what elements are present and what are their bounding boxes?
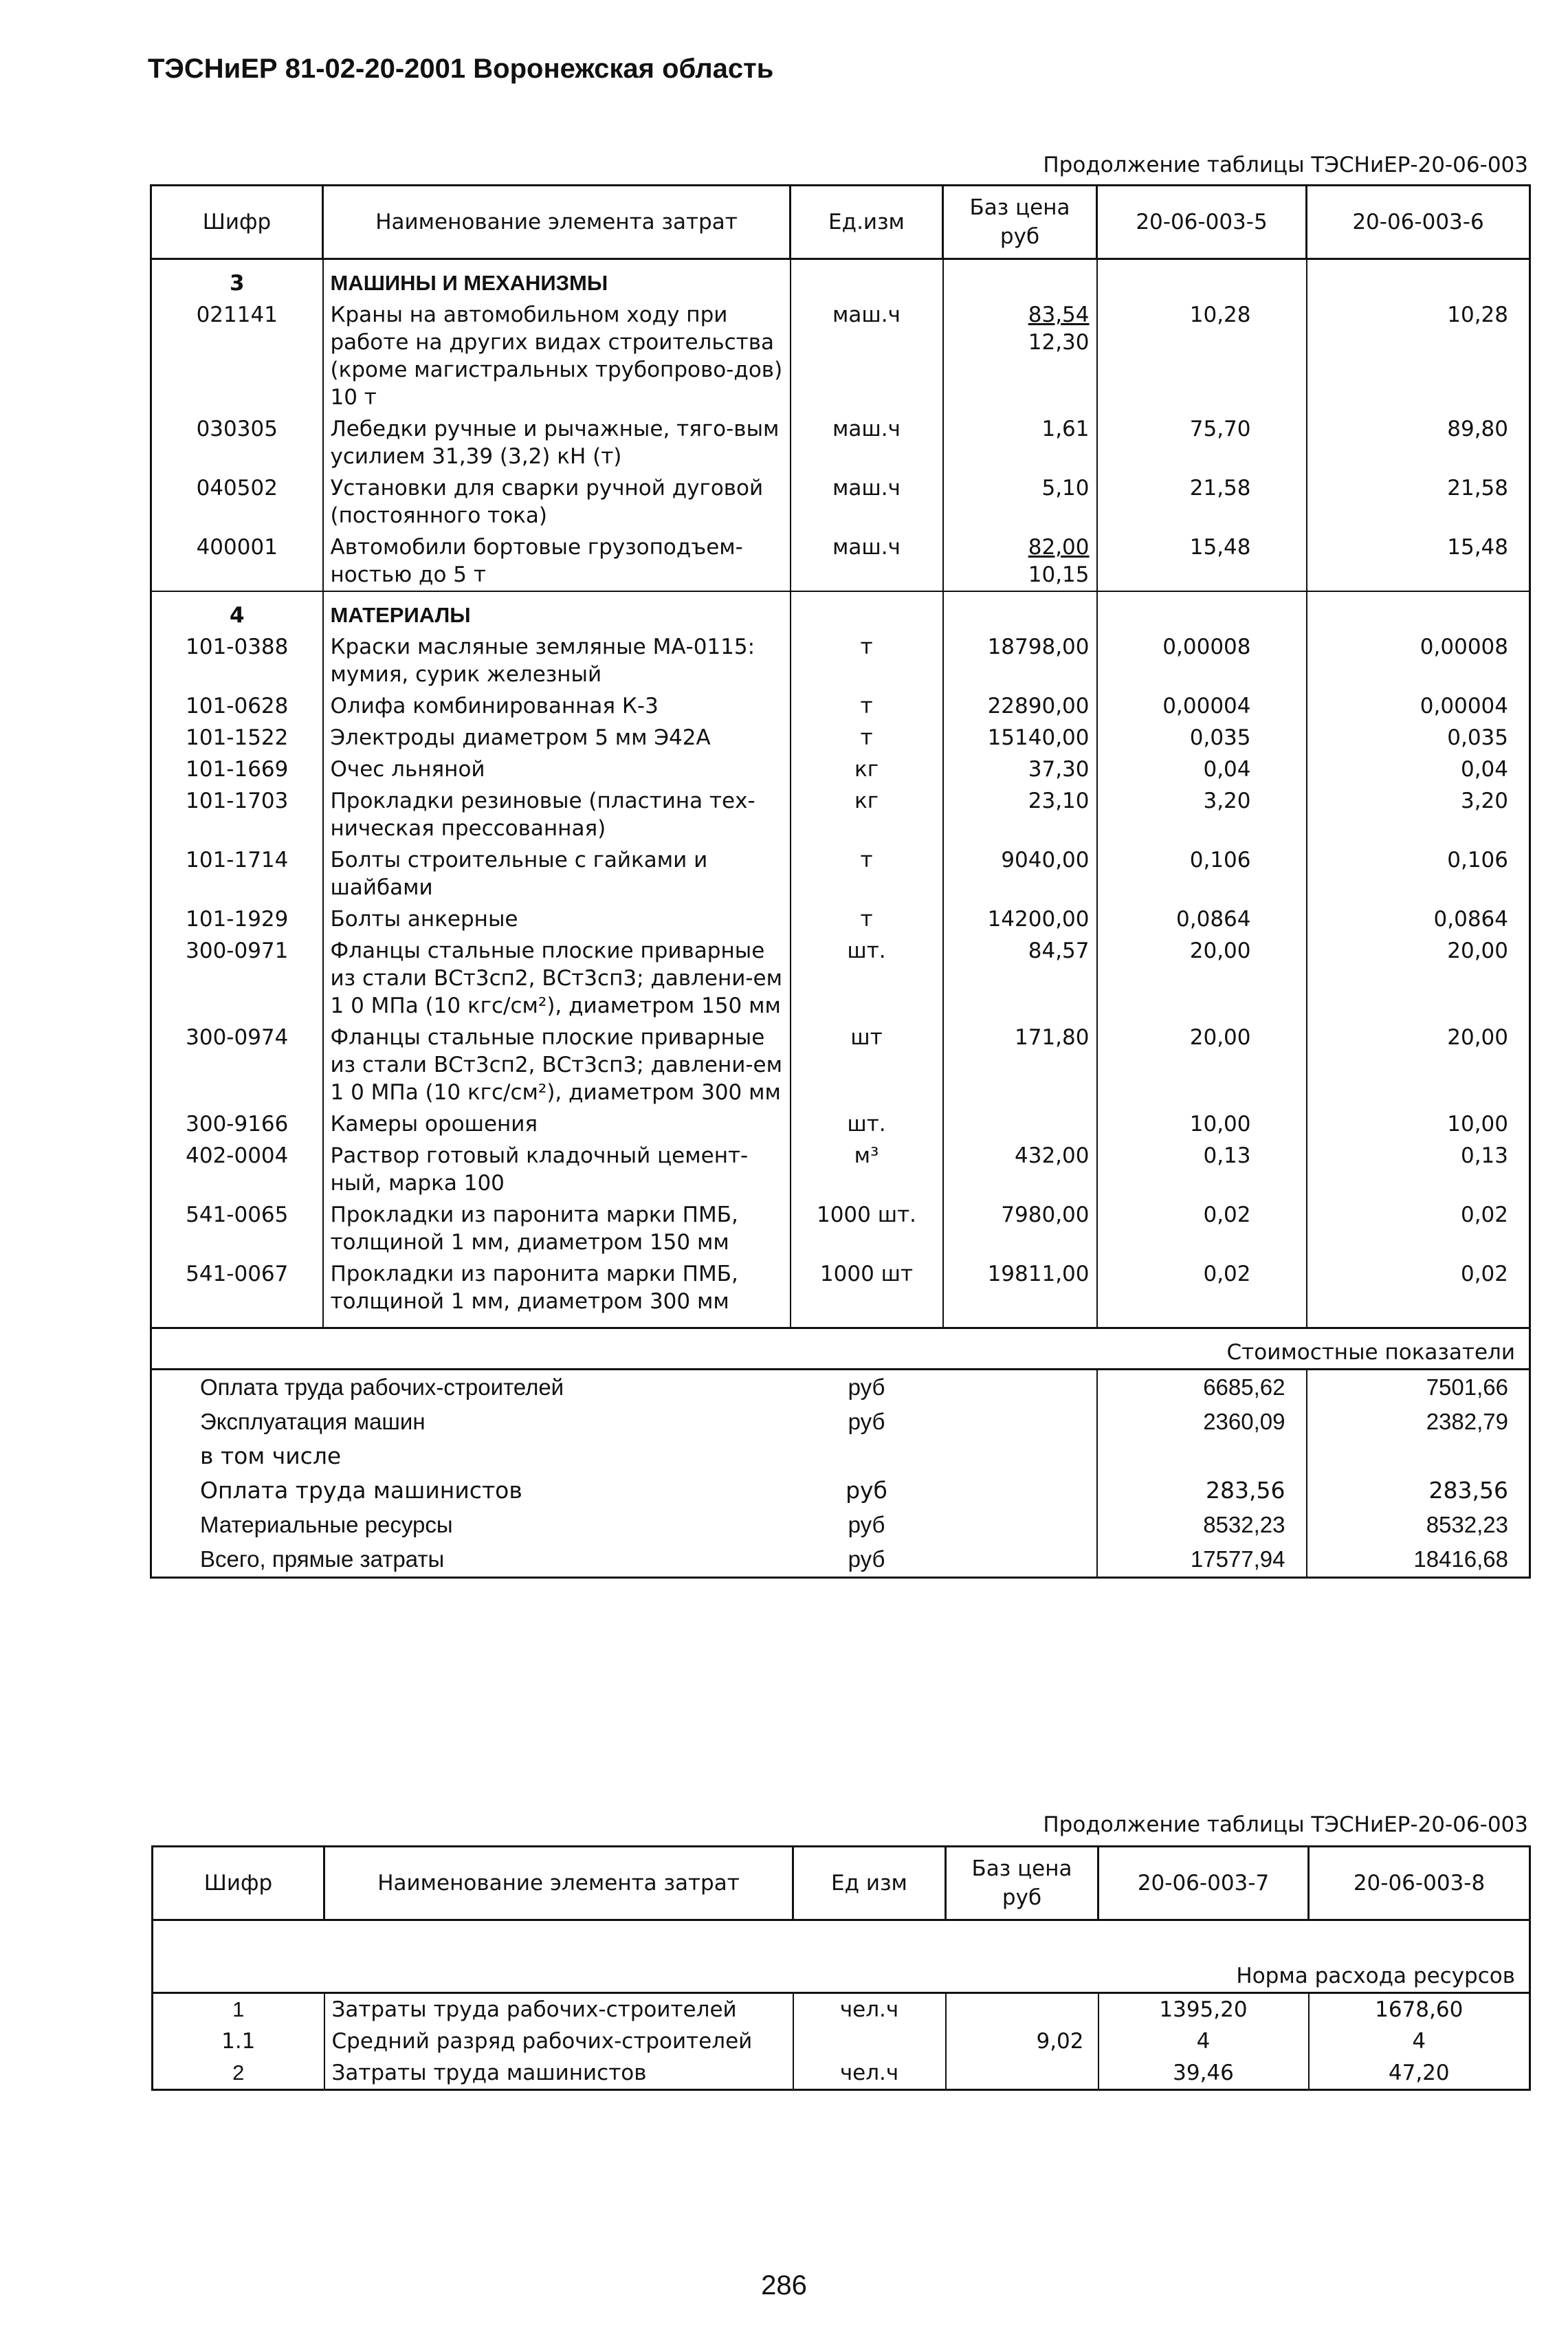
resource-price xyxy=(943,413,1097,472)
resource-price xyxy=(946,2057,1098,2090)
table1-continuation-label: Продолжение таблицы ТЭСНиЕР-20-06-003 xyxy=(1043,153,1528,177)
norm-value-6: 3,20 xyxy=(1307,785,1530,844)
resource-name: Прокладки из паронита марки ПМБ, толщиной 1 мм, диаметром 300 мм xyxy=(323,1258,791,1317)
col-header-unit: Ед.изм xyxy=(791,186,943,259)
table-row xyxy=(151,631,1530,690)
resource-price xyxy=(943,1108,1097,1140)
resource-unit: 1000 шт xyxy=(791,1258,943,1317)
col-header-unit: Ед изм xyxy=(793,1847,946,1920)
base-price: 82,00 xyxy=(1028,535,1090,560)
empty-cell xyxy=(943,1508,1097,1542)
norm-value-6: 0,00004 xyxy=(1307,690,1530,722)
table-row xyxy=(153,2057,1530,2090)
empty-cell xyxy=(943,1439,1097,1473)
norm-value-5: 0,0864 xyxy=(1097,903,1307,935)
col-header-price: Баз цена руб xyxy=(946,1847,1098,1920)
resources-table-1 xyxy=(150,184,1531,1579)
resource-name: Прокладки резиновые (пластина тех-ническая прессованная) xyxy=(323,785,791,844)
norm-value-5: 15,48 xyxy=(1097,531,1307,591)
section-title: МАШИНЫ И МЕХАНИЗМЫ xyxy=(323,259,791,300)
section-number: 4 xyxy=(151,591,323,631)
base-price: 14200,00 xyxy=(987,907,1090,932)
base-price: 1,61 xyxy=(1041,417,1090,441)
resource-code: 101-1703 xyxy=(186,789,289,813)
resource-code: 101-1522 xyxy=(186,725,289,750)
resource-name: Фланцы стальные плоские приварные из стали ВСт3сп2, ВСт3сп3; давлени-ем 1 0 МПа (10 кгс/см²), диаметром 150 мм xyxy=(323,935,791,1022)
empty-cell xyxy=(1097,1317,1307,1328)
resource-code: 021141 xyxy=(196,303,278,327)
table-row xyxy=(151,785,1530,844)
resource-name: Фланцы стальные плоские приварные из стали ВСт3сп2, ВСт3сп3; давлени-ем 1 0 МПа (10 кгс/см²), диаметром 300 мм xyxy=(323,1022,791,1108)
indicator-row xyxy=(151,1405,1530,1439)
empty-cell xyxy=(791,591,943,631)
norm-value-6: 0,02 xyxy=(1307,1258,1530,1317)
table-row xyxy=(151,844,1530,903)
norm-value-5: 10,00 xyxy=(1097,1108,1307,1140)
resource-code: 541-0065 xyxy=(186,1203,289,1227)
table-row xyxy=(151,1199,1530,1258)
indicator-value-6: 8532,23 xyxy=(1307,1508,1530,1542)
indicator-row xyxy=(151,1439,1530,1473)
norm-value-8: 47,20 xyxy=(1309,2057,1530,2090)
resource-unit: шт xyxy=(791,1022,943,1108)
table-row xyxy=(151,1258,1530,1317)
base-price: 83,54 xyxy=(1028,303,1090,327)
resource-name: Болты строительные с гайками и шайбами xyxy=(323,844,791,903)
resource-name: Затраты труда рабочих-строителей xyxy=(324,1993,793,2026)
resource-code: 541-0067 xyxy=(186,1262,289,1286)
resource-price: 9,02 xyxy=(946,2025,1098,2057)
norm-value-6: 0,0864 xyxy=(1307,903,1530,935)
resource-price xyxy=(946,1993,1098,2026)
indicator-row xyxy=(151,1542,1530,1578)
base-price-secondary: 12,30 xyxy=(1028,330,1090,355)
indicator-value-5: 6685,62 xyxy=(1097,1370,1307,1405)
resource-unit: т xyxy=(791,722,943,754)
resource-unit xyxy=(793,2025,946,2057)
resource-name: Очес льняной xyxy=(323,754,791,785)
norm-value-5: 21,58 xyxy=(1097,472,1307,531)
resource-unit: т xyxy=(791,903,943,935)
norm-value-8: 4 xyxy=(1309,2025,1530,2057)
resource-code: 101-0388 xyxy=(186,635,289,659)
resource-name: Раствор готовый кладочный цемент-ный, марка 100 xyxy=(323,1140,791,1199)
norm-value-6: 0,035 xyxy=(1307,722,1530,754)
norm-value-5: 0,00004 xyxy=(1097,690,1307,722)
table-row xyxy=(151,935,1530,1022)
table-row xyxy=(151,1022,1530,1108)
indicator-label: Эксплуатация машин xyxy=(200,1409,426,1434)
table-row xyxy=(151,903,1530,935)
indicator-label: Оплата труда машинистов xyxy=(200,1477,522,1504)
resource-unit: т xyxy=(791,631,943,690)
resource-price xyxy=(943,631,1097,690)
base-price: 22890,00 xyxy=(987,694,1090,718)
resource-name: Краны на автомобильном ходу при работе на других видах строительства (кроме магистральных трубопрово-дов) 10 т xyxy=(323,299,791,413)
resource-code: 2 xyxy=(153,2057,324,2090)
base-price: 19811,00 xyxy=(987,1262,1090,1286)
resource-code: 101-1669 xyxy=(186,757,289,782)
norm-value-7: 1395,20 xyxy=(1098,1993,1309,2026)
col-header-code: Шифр xyxy=(153,1847,324,1920)
norm-value-6: 0,02 xyxy=(1307,1199,1530,1258)
indicator-unit: руб xyxy=(848,1409,885,1434)
col-header-norm-5: 20-06-003-5 xyxy=(1097,186,1307,259)
resource-name: Средний разряд рабочих-строителей xyxy=(324,2025,793,2057)
resource-unit: маш.ч xyxy=(791,531,943,591)
page-number: 286 xyxy=(761,2270,807,2300)
empty-cell xyxy=(1307,259,1530,300)
indicator-value-5: 2360,09 xyxy=(1097,1405,1307,1439)
resource-name: Камеры орошения xyxy=(323,1108,791,1140)
resource-code: 101-1714 xyxy=(186,848,289,872)
table-row xyxy=(151,1108,1530,1140)
base-price: 5,10 xyxy=(1041,476,1090,501)
norm-value-5: 0,13 xyxy=(1097,1140,1307,1199)
resource-code: 300-9166 xyxy=(186,1112,289,1136)
resource-price xyxy=(943,785,1097,844)
norms-caption-row xyxy=(153,1920,1530,1993)
indicator-unit: руб xyxy=(846,1477,887,1504)
resource-unit: маш.ч xyxy=(791,413,943,472)
resource-unit: маш.ч xyxy=(791,472,943,531)
indicator-unit: руб xyxy=(791,1370,943,1405)
resource-unit: т xyxy=(791,844,943,903)
resource-code: 1 xyxy=(153,1993,324,2026)
norm-value-5: 0,035 xyxy=(1097,722,1307,754)
indicator-value-6: 283,56 xyxy=(1307,1473,1530,1508)
base-price: 15140,00 xyxy=(987,725,1090,750)
section-number: 3 xyxy=(229,271,245,296)
col-header-name: Наименование элемента затрат xyxy=(324,1847,793,1920)
section-row xyxy=(151,591,1530,631)
indicator-label: Оплата труда рабочих-строителей xyxy=(151,1370,791,1405)
table-row xyxy=(151,1140,1530,1199)
norm-value-7: 39,46 xyxy=(1098,2057,1309,2090)
indicator-value-6: 18416,68 xyxy=(1307,1542,1530,1578)
empty-cell xyxy=(1307,591,1530,631)
resource-unit: 1000 шт. xyxy=(791,1199,943,1258)
norm-value-5: 10,28 xyxy=(1097,299,1307,413)
resource-name: Автомобили бортовые грузоподъем-ностью до 5 т xyxy=(323,531,791,591)
norm-value-8: 1678,60 xyxy=(1309,1993,1530,2026)
table-row xyxy=(153,1993,1530,2026)
col-header-norm-8: 20-06-003-8 xyxy=(1309,1847,1530,1920)
resource-unit: шт. xyxy=(791,1108,943,1140)
base-price: 23,10 xyxy=(1028,789,1090,813)
norm-value-6: 0,04 xyxy=(1307,754,1530,785)
col-header-norm-6: 20-06-003-6 xyxy=(1307,186,1530,259)
empty-cell xyxy=(943,1405,1097,1439)
table-row xyxy=(151,472,1530,531)
norm-value-6: 0,00008 xyxy=(1307,631,1530,690)
norm-value-7: 4 xyxy=(1098,2025,1309,2057)
table1-header-row xyxy=(151,186,1530,259)
norm-value-5: 20,00 xyxy=(1097,935,1307,1022)
table2-header-row xyxy=(153,1847,1530,1920)
resource-price xyxy=(943,531,1097,591)
resource-price xyxy=(943,935,1097,1022)
base-price: 9040,00 xyxy=(1001,848,1090,872)
resource-price xyxy=(943,903,1097,935)
norm-value-6: 0,13 xyxy=(1307,1140,1530,1199)
document-title: ТЭСНиЕР 81-02-20-2001 Воронежская область xyxy=(148,54,774,84)
resource-name: Олифа комбинированная К-3 xyxy=(323,690,791,722)
empty-cell xyxy=(943,259,1097,300)
base-price: 7980,00 xyxy=(1001,1203,1090,1227)
indicator-row xyxy=(151,1370,1530,1405)
resource-code: 101-1929 xyxy=(186,907,289,932)
section-title: МАТЕРИАЛЫ xyxy=(323,591,791,631)
norm-value-5: 75,70 xyxy=(1097,413,1307,472)
base-price: 18798,00 xyxy=(987,635,1090,659)
table-row xyxy=(151,690,1530,722)
resource-code: 030305 xyxy=(196,417,278,441)
norm-value-6: 89,80 xyxy=(1307,413,1530,472)
resource-unit: м³ xyxy=(791,1140,943,1199)
table-row xyxy=(151,531,1530,591)
resource-unit: чел.ч xyxy=(793,1993,946,2026)
resource-price xyxy=(943,1199,1097,1258)
norm-value-6: 10,00 xyxy=(1307,1108,1530,1140)
indicator-value-5: 283,56 xyxy=(1097,1473,1307,1508)
resource-price xyxy=(943,844,1097,903)
table2-continuation-label: Продолжение таблицы ТЭСНиЕР-20-06-003 xyxy=(1043,1812,1528,1837)
col-header-code: Шифр xyxy=(151,186,323,259)
resource-price xyxy=(943,299,1097,413)
indicator-row xyxy=(151,1508,1530,1542)
resource-name: Затраты труда машинистов xyxy=(324,2057,793,2090)
resource-code: 400001 xyxy=(196,535,278,560)
resource-code: 1.1 xyxy=(153,2025,324,2057)
empty-cell xyxy=(791,1317,943,1328)
indicators-caption-row xyxy=(151,1328,1530,1370)
resource-price xyxy=(943,1258,1097,1317)
resource-price xyxy=(943,472,1097,531)
indicator-value-6: 2382,79 xyxy=(1307,1405,1530,1439)
indicator-value-6: 7501,66 xyxy=(1307,1370,1530,1405)
empty-cell xyxy=(323,1317,791,1328)
resource-price xyxy=(943,1140,1097,1199)
resource-code: 101-0628 xyxy=(186,694,289,718)
resource-name: Болты анкерные xyxy=(323,903,791,935)
indicator-label: Всего, прямые затраты xyxy=(151,1542,791,1578)
empty-cell xyxy=(791,259,943,300)
norm-value-5: 0,02 xyxy=(1097,1199,1307,1258)
resource-unit: т xyxy=(791,690,943,722)
base-price-secondary: 10,15 xyxy=(1028,562,1090,587)
resource-price xyxy=(943,1022,1097,1108)
resource-unit: чел.ч xyxy=(793,2057,946,2090)
empty-cell xyxy=(151,1317,323,1328)
table-row xyxy=(151,722,1530,754)
resource-price xyxy=(943,690,1097,722)
table-row xyxy=(151,299,1530,413)
indicators-caption: Стоимостные показатели xyxy=(151,1328,1530,1370)
indicator-label: Материальные ресурсы xyxy=(200,1512,453,1537)
norm-value-5: 0,02 xyxy=(1097,1258,1307,1317)
table-row xyxy=(151,413,1530,472)
norm-value-6: 0,106 xyxy=(1307,844,1530,903)
resource-code: 040502 xyxy=(196,476,278,501)
base-price: 84,57 xyxy=(1028,938,1090,963)
indicator-value-5 xyxy=(1097,1439,1307,1473)
indicator-label: в том числе xyxy=(200,1442,342,1469)
norm-value-5: 0,106 xyxy=(1097,844,1307,903)
norm-value-5: 3,20 xyxy=(1097,785,1307,844)
empty-cell xyxy=(943,1317,1097,1328)
empty-cell xyxy=(1097,591,1307,631)
resource-code: 300-0974 xyxy=(186,1025,289,1050)
section-row xyxy=(151,259,1530,300)
spacer-row xyxy=(151,1317,1530,1328)
empty-cell xyxy=(943,1542,1097,1578)
empty-cell xyxy=(1097,259,1307,300)
resource-code: 300-0971 xyxy=(186,938,289,963)
norm-value-6: 20,00 xyxy=(1307,935,1530,1022)
resource-unit: кг xyxy=(791,754,943,785)
norms-caption: Норма расхода ресурсов xyxy=(153,1920,1530,1993)
resource-name: Электроды диаметром 5 мм Э42А xyxy=(323,722,791,754)
indicator-value-6 xyxy=(1307,1439,1530,1473)
indicator-unit: руб xyxy=(791,1542,943,1578)
norm-value-6: 20,00 xyxy=(1307,1022,1530,1108)
norm-value-5: 0,04 xyxy=(1097,754,1307,785)
norm-value-5: 0,00008 xyxy=(1097,631,1307,690)
table-row xyxy=(153,2025,1530,2057)
norm-value-6: 15,48 xyxy=(1307,531,1530,591)
empty-cell xyxy=(943,1370,1097,1405)
indicator-value-5: 17577,94 xyxy=(1097,1542,1307,1578)
indicator-value-5: 8532,23 xyxy=(1097,1508,1307,1542)
resource-name: Прокладки из паронита марки ПМБ, толщиной 1 мм, диаметром 150 мм xyxy=(323,1199,791,1258)
resource-price xyxy=(943,722,1097,754)
norm-value-6: 21,58 xyxy=(1307,472,1530,531)
resource-unit: шт. xyxy=(791,935,943,1022)
empty-cell xyxy=(1307,1317,1530,1328)
norm-value-6: 10,28 xyxy=(1307,299,1530,413)
resource-name: Краски масляные земляные МА-0115: мумия, сурик железный xyxy=(323,631,791,690)
norm-value-5: 20,00 xyxy=(1097,1022,1307,1108)
indicator-unit: руб xyxy=(848,1512,885,1537)
indicator-unit xyxy=(791,1439,943,1473)
col-header-price: Баз цена руб xyxy=(943,186,1097,259)
base-price: 37,30 xyxy=(1028,757,1090,782)
col-header-norm-7: 20-06-003-7 xyxy=(1098,1847,1309,1920)
table-row xyxy=(151,754,1530,785)
resource-price xyxy=(943,754,1097,785)
col-header-name: Наименование элемента затрат xyxy=(323,186,791,259)
resource-name: Лебедки ручные и рычажные, тяго-вым усилием 31,39 (3,2) кН (т) xyxy=(323,413,791,472)
empty-cell xyxy=(943,1473,1097,1508)
base-price: 432,00 xyxy=(1015,1143,1090,1168)
resources-table-2 xyxy=(151,1845,1531,2091)
resource-code: 402-0004 xyxy=(186,1143,289,1168)
indicator-row xyxy=(151,1473,1530,1508)
base-price: 171,80 xyxy=(1015,1025,1090,1050)
resource-name: Установки для сварки ручной дуговой (постоянного тока) xyxy=(323,472,791,531)
resource-unit: кг xyxy=(791,785,943,844)
resource-unit: маш.ч xyxy=(791,299,943,413)
empty-cell xyxy=(943,591,1097,631)
